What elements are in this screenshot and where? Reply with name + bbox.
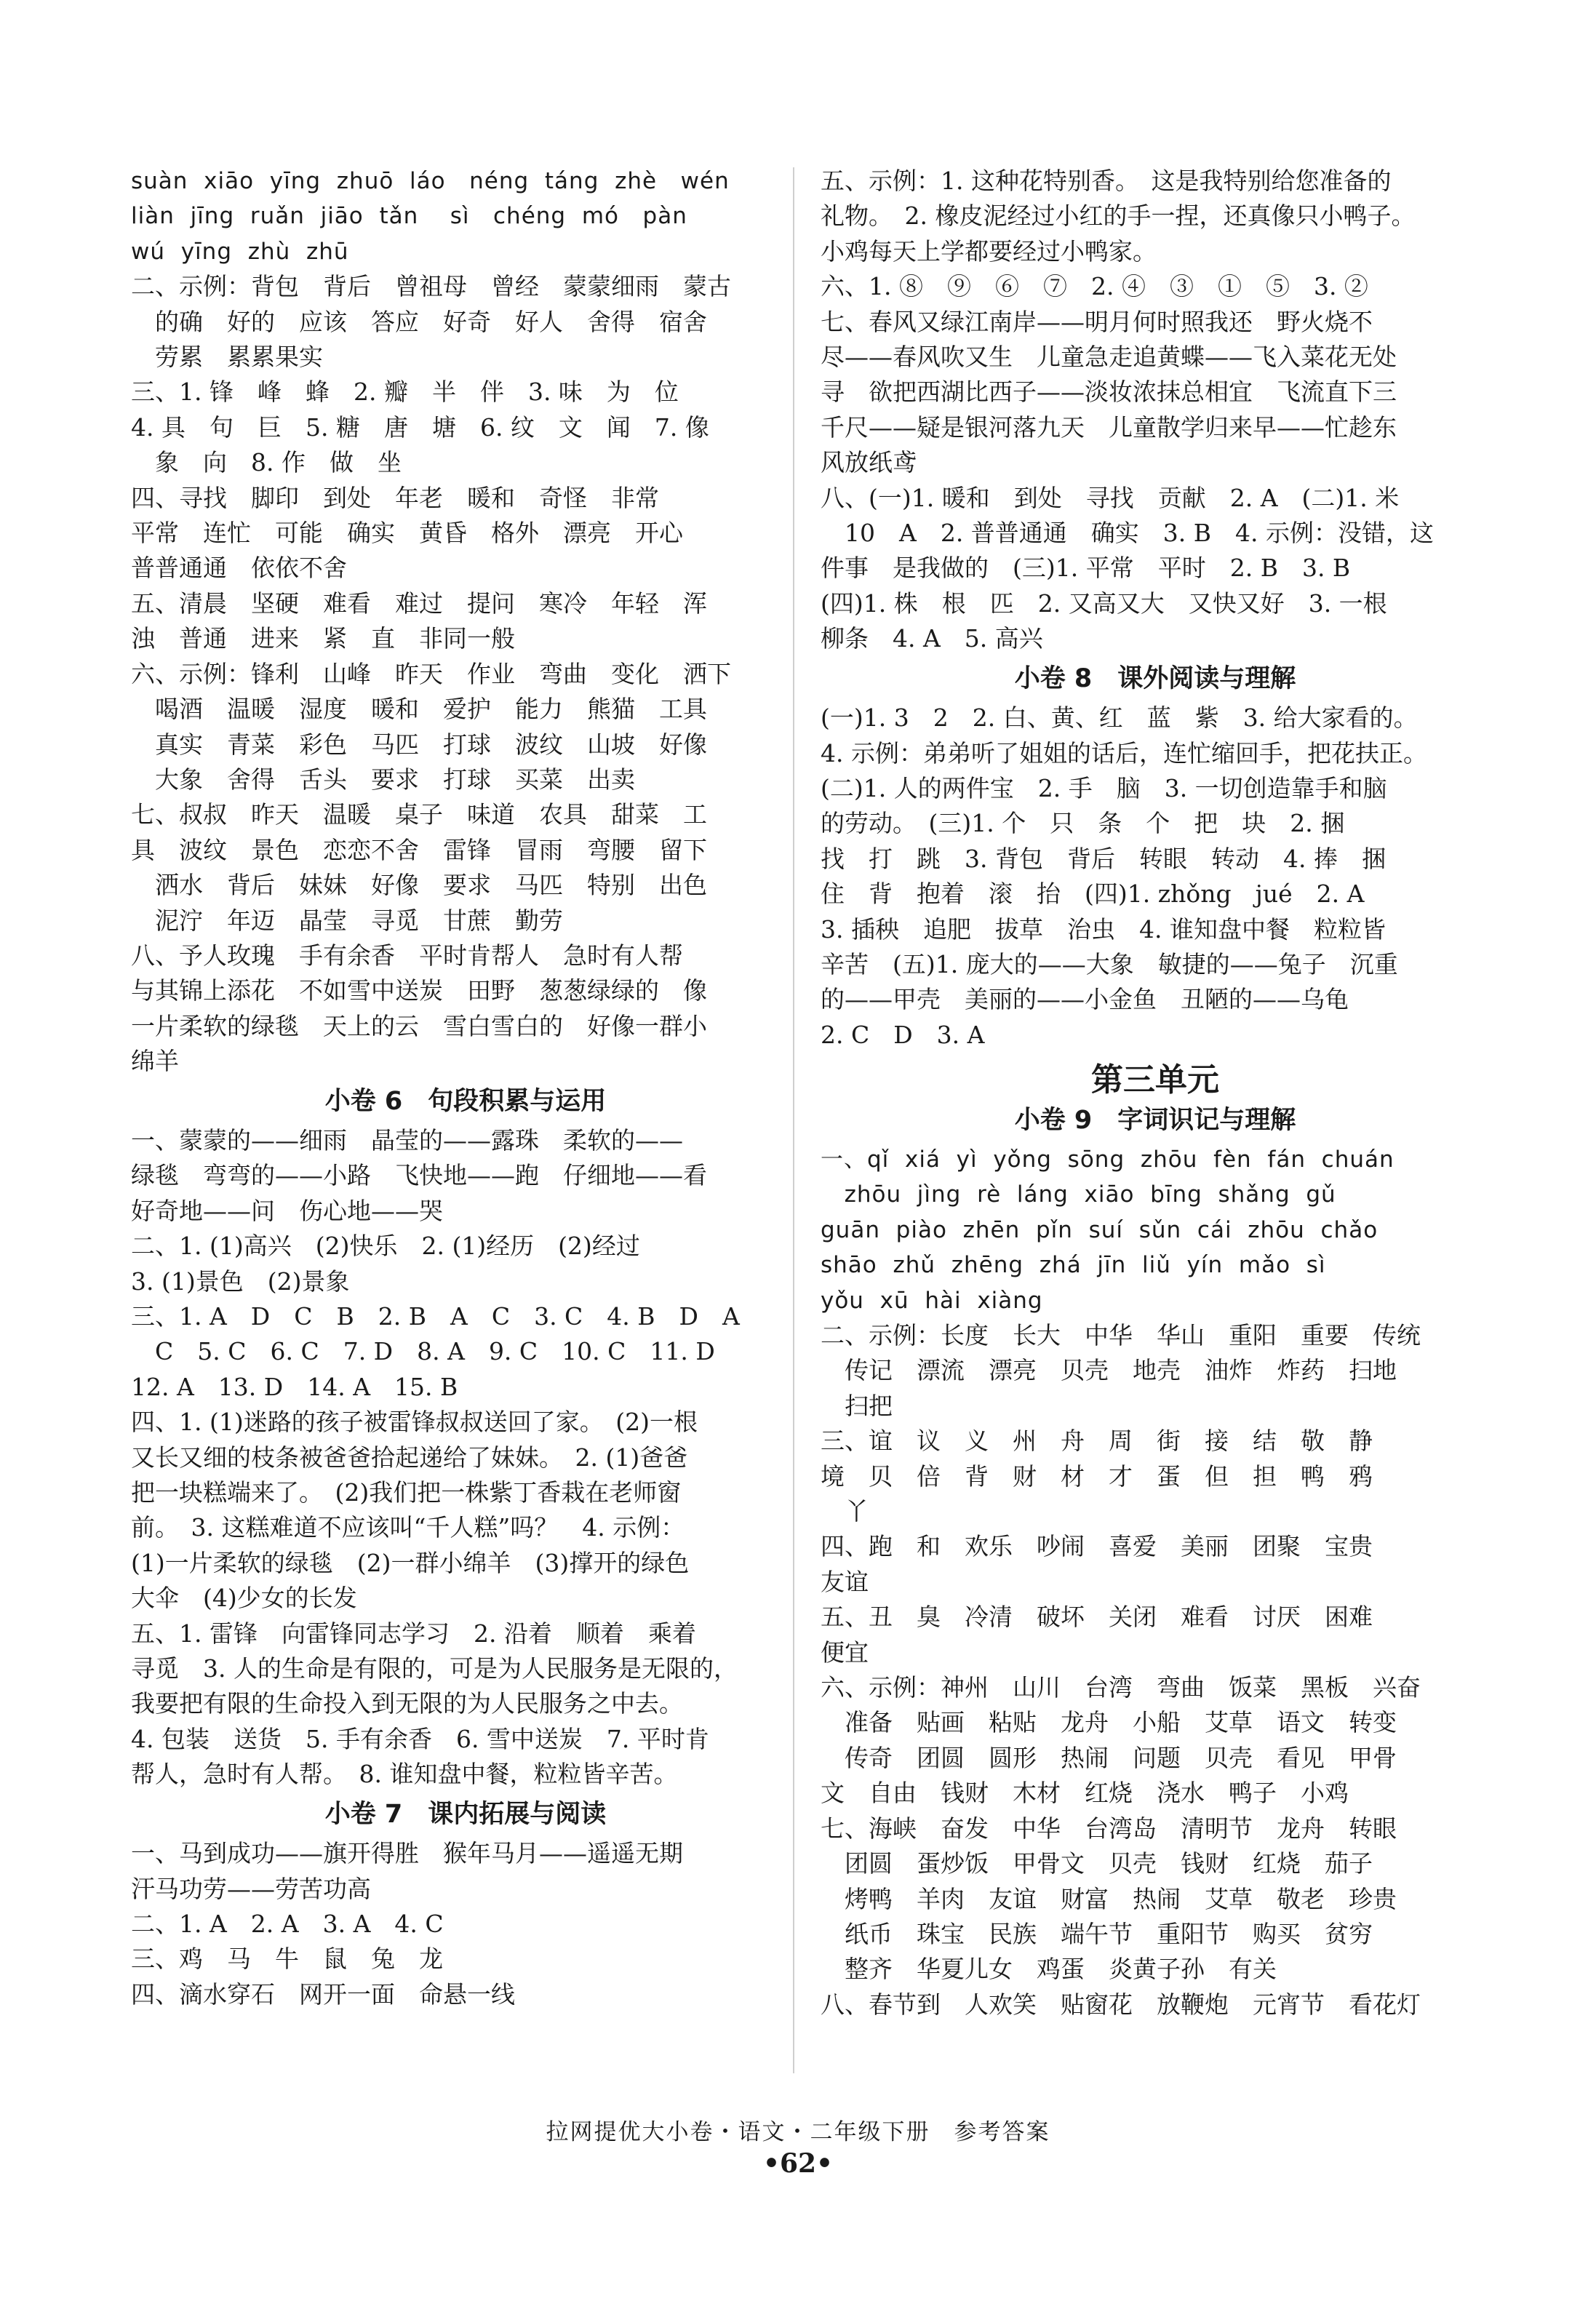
answer-line: 一片柔软的绿毯 天上的云 雪白雪白的 好像一群小 (131, 1011, 707, 1040)
answer-line: 把一块糕端来了。 (2)我们把一株紫丁香栽在老师窗 (131, 1478, 682, 1507)
pinyin-line: liàn jīng ruǎn jiāo tǎn sì chéng mó pàn (131, 203, 687, 230)
answer-line: (二)1. 人的两件宝 2. 手 脑 3. 一切创造靠手和脑 (821, 773, 1387, 802)
answer-line: 3. 插秧 追肥 拔草 治虫 4. 谁知盘中餐 粒粒皆 (821, 914, 1386, 944)
answer-line: 帮人，急时有人帮。 8. 谁知盘中餐，粒粒皆辛苦。 (131, 1760, 678, 1789)
answer-line: 丫 (821, 1497, 869, 1526)
answer-line: 整齐 华夏儿女 鸡蛋 炎黄子孙 有关 (821, 1955, 1277, 1984)
answer-line: 找 打 跳 3. 背包 背后 转眼 转动 4. 捧 捆 (821, 844, 1386, 873)
answer-line: 4. 包装 送货 5. 手有余香 6. 雪中送炭 7. 平时肯 (131, 1724, 709, 1753)
answer-line: 烤鸭 羊肉 友谊 财富 热闹 艾草 敬老 珍贵 (821, 1884, 1397, 1913)
answer-line: 八、予人玫瑰 手有余香 平时肯帮人 急时有人帮 (131, 941, 683, 970)
answer-line: 八、春节到 人欢笑 贴窗花 放鞭炮 元宵节 看花灯 (821, 1990, 1421, 2019)
answer-line: 真实 青菜 彩色 马匹 打球 波纹 山坡 好像 (131, 730, 707, 759)
answer-line: 扫把 (821, 1391, 893, 1420)
answer-line: 汗马功劳——劳苦功高 (131, 1874, 371, 1903)
section-heading: 小卷 8 课外阅读与理解 (1014, 663, 1296, 693)
answer-line: 境 贝 倍 背 财 材 才 蛋 但 担 鸭 鸦 (821, 1461, 1373, 1491)
answer-line: 的劳动。 (三)1. 个 只 条 个 把 块 2. 捆 (821, 809, 1345, 838)
answer-line: 七、叔叔 昨天 温暖 桌子 味道 农具 甜菜 工 (131, 800, 707, 829)
answer-line: 四、跑 和 欢乐 吵闹 喜爱 美丽 团聚 宝贵 (821, 1532, 1373, 1561)
section-heading: 小卷 9 字词识记与理解 (1014, 1105, 1296, 1135)
answer-line: 传奇 团圆 圆形 热闹 问题 贝壳 看见 甲骨 (821, 1743, 1397, 1772)
answer-line: 10 A 2. 普普通通 确实 3. B 4. 示例：没错，这 (821, 519, 1434, 548)
answer-line: 风放纸鸢 (821, 448, 917, 477)
answer-line: 大伞 (4)少女的长发 (131, 1584, 357, 1613)
pinyin-line: suàn xiāo yīng zhuō láo néng táng zhè wén (131, 168, 730, 194)
answer-line: 五、示例：1. 这种花特别香。 这是我特别给您准备的 (821, 167, 1392, 195)
answer-line: 四、滴水穿石 网开一面 命悬一线 (131, 1979, 515, 2009)
answer-line: 我要把有限的生命投入到无限的为人民服务之中去。 (131, 1689, 683, 1718)
answer-line: 泥泞 年迈 晶莹 寻觅 甘蔗 勤劳 (131, 906, 563, 935)
answer-line: 2. C D 3. A (821, 1020, 985, 1049)
answer-line: 柳条 4. A 5. 高兴 (821, 624, 1043, 653)
answer-line: 小鸡每天上学都要经过小鸭家。 (821, 236, 1157, 266)
answer-line: 与其锦上添花 不如雪中送炭 田野 葱葱绿绿的 像 (131, 976, 707, 1005)
answer-line: 象 向 8. 作 做 坐 (131, 448, 402, 477)
answer-line: (一)1. 3 2 2. 白、黄、红 蓝 紫 3. 给大家看的。 (821, 703, 1418, 733)
answer-line: 六、示例：神州 山川 台湾 弯曲 饭菜 黑板 兴奋 (821, 1673, 1421, 1702)
answer-line: 洒水 背后 妹妹 好像 要求 马匹 特别 出色 (131, 871, 707, 900)
page-number: •62• (762, 2148, 834, 2179)
answer-line: 12. A 13. D 14. A 15. B (131, 1372, 458, 1401)
left-column (131, 164, 800, 2012)
answer-line: 绵羊 (131, 1047, 179, 1076)
answer-line: 三、1. 锋 峰 蜂 2. 瓣 半 伴 3. 味 为 位 (131, 378, 679, 407)
answer-line: 六、示例：锋利 山峰 昨天 作业 弯曲 变化 洒下 (131, 659, 731, 688)
answer-line: 四、寻找 脚印 到处 年老 暖和 奇怪 非常 (131, 483, 659, 512)
answer-line: 尽——春风吹又生 儿童急走追黄蝶——飞入菜花无处 (821, 343, 1397, 372)
answer-line: 绿毯 弯弯的——小路 飞快地——跑 仔细地——看 (131, 1161, 707, 1190)
pinyin-line: zhōu jìng rè láng xiāo bīng shǎng gǔ (821, 1181, 1336, 1208)
unit-heading: 第三单元 (1091, 1061, 1219, 1099)
answer-line: 一、蒙蒙的——细雨 晶莹的——露珠 柔软的—— (131, 1125, 683, 1154)
pinyin-line: wú yīng zhù zhū (131, 238, 349, 265)
footer-text: 拉网提优大小卷・语文・二年级下册 参考答案 (546, 2119, 1050, 2145)
answer-line: 文 自由 钱财 木材 红烧 浇水 鸭子 小鸡 (821, 1779, 1349, 1808)
answer-line: 具 波纹 景色 恋恋不舍 雷锋 冒雨 弯腰 留下 (131, 835, 707, 864)
answer-line: C 5. C 6. C 7. D 8. A 9. C 10. C 11. D (131, 1337, 715, 1366)
answer-line: 五、丑 臭 冷清 破坏 关闭 难看 讨厌 困难 (821, 1603, 1373, 1632)
answer-line: 普普通通 依依不舍 (131, 554, 347, 583)
answer-line: 二、1. A 2. A 3. A 4. C (131, 1909, 444, 1938)
answer-line: 团圆 蛋炒饭 甲骨文 贝壳 钱财 红烧 茄子 (821, 1849, 1373, 1878)
answer-line: 住 背 抱着 滚 抬 (四)1. zhǒng jué 2. A (821, 880, 1365, 909)
answer-line: 八、(一)1. 暖和 到处 寻找 贡献 2. A (二)1. 米 (821, 483, 1400, 512)
answer-line: 准备 贴画 粘贴 龙舟 小船 艾草 语文 转变 (821, 1708, 1397, 1737)
answer-line: 3. (1)景色 (2)景象 (131, 1267, 350, 1296)
answer-line: 六、1. ⑧ ⑨ ⑥ ⑦ 2. ④ ③ ① ⑤ 3. ② (821, 272, 1368, 301)
answer-line: 件事 是我做的 (三)1. 平常 平时 2. B 3. B (821, 554, 1351, 583)
pinyin-line: 一、qǐ xiá yì yǒng sōng zhōu fèn fán chuán (821, 1146, 1394, 1173)
answer-line: 礼物。 2. 橡皮泥经过小红的手一捏，还真像只小鸭子。 (821, 202, 1416, 231)
answer-line: 七、海峡 奋发 中华 台湾岛 清明节 龙舟 转眼 (821, 1814, 1397, 1843)
answer-line: 二、示例：背包 背后 曾祖母 曾经 蒙蒙细雨 蒙古 (131, 272, 731, 301)
answer-line: 三、1. A D C B 2. B A C 3. C 4. B D A (131, 1302, 740, 1331)
section-heading: 小卷 7 课内拓展与阅读 (324, 1799, 607, 1829)
answer-line: 三、鸡 马 牛 鼠 兔 龙 (131, 1945, 443, 1974)
answer-line: 纸币 珠宝 民族 端午节 重阳节 购买 贫穷 (821, 1919, 1373, 1948)
answer-line: 一、马到成功——旗开得胜 猴年马月——遥遥无期 (131, 1839, 683, 1868)
answer-line: 二、示例：长度 长大 中华 华山 重阳 重要 传统 (821, 1321, 1421, 1349)
answer-line: 寻 欲把西湖比西子——淡妆浓抹总相宜 飞流直下三 (821, 378, 1397, 407)
answer-line: 又长又细的枝条被爸爸拾起递给了妹妹。 2. (1)爸爸 (131, 1443, 688, 1472)
answer-line: 4. 示例：弟弟听了姐姐的话后，连忙缩回手，把花扶正。 (821, 738, 1427, 767)
answer-line: 千尺——疑是银河落九天 儿童散学归来早——忙趁东 (821, 412, 1397, 442)
right-column (821, 164, 1490, 2022)
answer-line: 前。 3. 这糕难道不应该叫“千人糕”吗？ 4. 示例： (131, 1513, 685, 1542)
answer-line: (1)一片柔软的绿毯 (2)一群小绵羊 (3)撑开的绿色 (131, 1548, 690, 1577)
answer-line: 三、谊 议 义 州 舟 周 街 接 结 敬 静 (821, 1427, 1373, 1456)
answer-line: 平常 连忙 可能 确实 黄昏 格外 漂亮 开心 (131, 519, 683, 548)
answer-line: 的确 好的 应该 答应 好奇 好人 舍得 宿舍 (131, 307, 707, 336)
pinyin-line: guān piào zhēn pǐn suí sǔn cái zhōu chǎo (821, 1216, 1378, 1243)
answer-line: (四)1. 株 根 匹 2. 又高又大 又快又好 3. 一根 (821, 589, 1387, 618)
answer-line: 五、1. 雷锋 向雷锋同志学习 2. 沿着 顺着 乘着 (131, 1619, 696, 1648)
answer-line: 四、1. (1)迷路的孩子被雷锋叔叔送回了家。 (2)一根 (131, 1408, 698, 1437)
answer-line: 寻觅 3. 人的生命是有限的，可是为人民服务是无限的， (131, 1654, 738, 1683)
answer-line: 喝酒 温暖 湿度 暖和 爱护 能力 熊猫 工具 (131, 695, 707, 724)
answer-line: 的——甲壳 美丽的——小金鱼 丑陋的——乌龟 (821, 985, 1349, 1014)
answer-line: 二、1. (1)高兴 (2)快乐 2. (1)经历 (2)经过 (131, 1232, 640, 1261)
answer-line: 传记 漂流 漂亮 贝壳 地壳 油炸 炸药 扫地 (821, 1356, 1397, 1385)
answer-line: 4. 具 句 巨 5. 糖 唐 塘 6. 纹 文 闻 7. 像 (131, 412, 709, 442)
pinyin-line: yǒu xū hài xiàng (821, 1287, 1043, 1314)
pinyin-line: shāo zhǔ zhēng zhá jīn liǔ yín mǎo sì (821, 1252, 1326, 1279)
answer-line: 五、清晨 坚硬 难看 难过 提问 寒冷 年轻 浑 (131, 589, 707, 618)
answer-line: 浊 普通 进来 紧 直 非同一般 (131, 624, 515, 653)
answer-line: 好奇地——问 伤心地——哭 (131, 1196, 443, 1225)
answer-line: 劳累 累累果实 (131, 343, 323, 372)
answer-line: 七、春风又绿江南岸——明月何时照我还 野火烧不 (821, 307, 1373, 336)
answer-line: 友谊 (821, 1567, 869, 1596)
answer-line: 大象 舍得 舌头 要求 打球 买菜 出卖 (131, 765, 635, 794)
answer-line: 辛苦 (五)1. 庞大的——大象 敏捷的——兔子 沉重 (821, 949, 1398, 978)
answer-line: 便宜 (821, 1638, 869, 1667)
section-heading: 小卷 6 句段积累与运用 (324, 1086, 607, 1116)
